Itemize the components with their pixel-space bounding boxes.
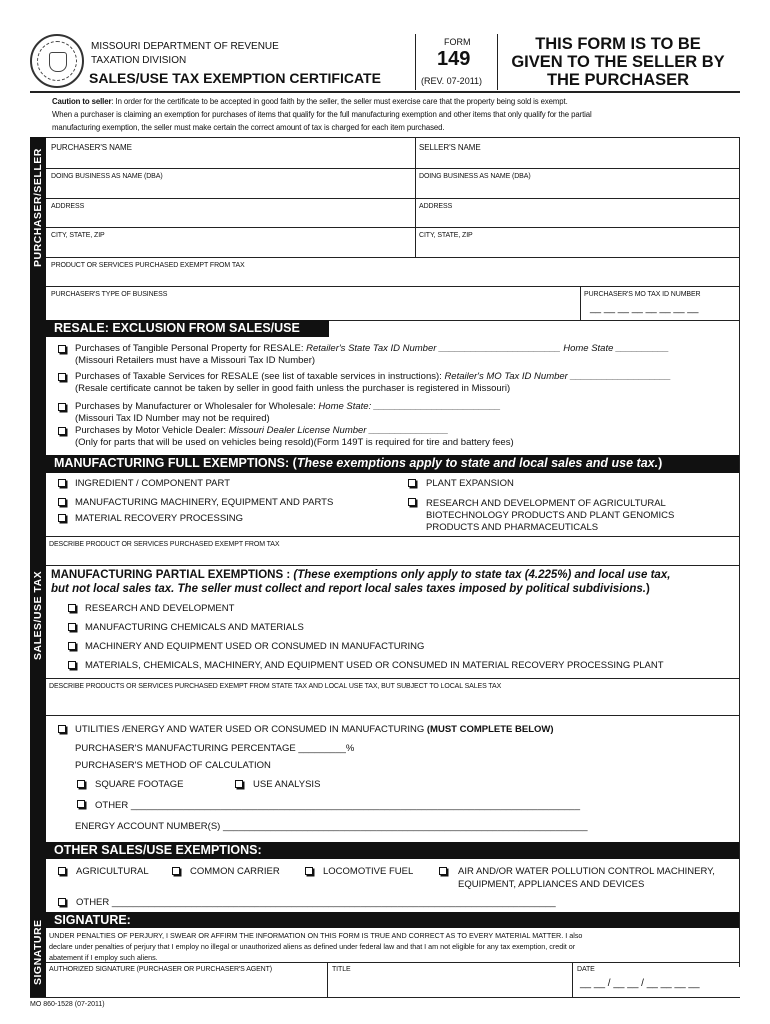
seller-dba-field[interactable]: DOING BUSINESS AS NAME (DBA) bbox=[419, 173, 531, 180]
perjury-text-3: abatement if I employ such aliens. bbox=[49, 953, 158, 962]
mfg-machinery-checkbox[interactable] bbox=[58, 498, 66, 506]
form-footer-code: MO 860-1528 (07-2011) bbox=[30, 1001, 105, 1008]
use-analysis-checkbox[interactable] bbox=[235, 780, 243, 788]
caution-text-1: Caution to seller: In order for the certificate to be accepted in good faith by the seller, the seller must exercise care that the property being sold is exempt. bbox=[52, 97, 568, 106]
mfg-partial-heading-2: but not local sales tax. The seller must collect and report local sales taxes imposed by political subdivisions.) bbox=[51, 583, 650, 595]
missouri-seal-logo bbox=[30, 34, 84, 88]
product-exempt-field[interactable]: PRODUCT OR SERVICES PURCHASED EXEMPT FROM TAX bbox=[51, 262, 245, 269]
mfg-percentage-field[interactable]: PURCHASER'S MANUFACTURING PERCENTAGE _________% bbox=[75, 743, 355, 754]
locomotive-fuel-label: LOCOMOTIVE FUEL bbox=[323, 866, 414, 877]
research-agri-checkbox[interactable] bbox=[408, 498, 416, 506]
energy-account-field[interactable]: ENERGY ACCOUNT NUMBER(S) _____________________________________________________________________ bbox=[75, 821, 588, 832]
other-method-field[interactable]: OTHER _____________________________________________________________________________________ bbox=[95, 800, 580, 811]
notice-line-2: GIVEN TO THE SELLER BY bbox=[511, 53, 725, 71]
research-agri-label-3: PRODUCTS AND PHARMACEUTICALS bbox=[426, 522, 599, 533]
partial-chemicals-label: MANUFACTURING CHEMICALS AND MATERIALS bbox=[85, 622, 304, 633]
partial-research-checkbox[interactable] bbox=[68, 604, 76, 612]
purchaser-name-field[interactable]: PURCHASER'S NAME bbox=[51, 143, 132, 152]
locomotive-fuel-checkbox[interactable] bbox=[305, 867, 313, 875]
pollution-control-label-1: AIR AND/OR WATER POLLUTION CONTROL MACHINERY, bbox=[458, 866, 715, 877]
dept-name: MISSOURI DEPARTMENT OF REVENUE bbox=[91, 41, 279, 52]
seller-city-field[interactable]: CITY, STATE, ZIP bbox=[419, 232, 473, 239]
resale-tangible-checkbox[interactable] bbox=[58, 345, 66, 353]
ingredient-label: INGREDIENT / COMPONENT PART bbox=[75, 478, 231, 489]
partial-machinery-checkbox[interactable] bbox=[68, 642, 76, 650]
pollution-control-label-2: EQUIPMENT, APPLIANCES AND DEVICES bbox=[458, 879, 645, 890]
utilities-label: UTILITIES /ENERGY AND WATER USED OR CONSUMED IN MANUFACTURING (MUST COMPLETE BELOW) bbox=[75, 724, 554, 735]
square-footage-label: SQUARE FOOTAGE bbox=[95, 779, 184, 790]
seller-address-field[interactable]: ADDRESS bbox=[419, 203, 453, 210]
seller-name-field[interactable]: SELLER'S NAME bbox=[419, 143, 481, 152]
material-recovery-checkbox[interactable] bbox=[58, 514, 66, 522]
partial-recovery-checkbox[interactable] bbox=[68, 661, 76, 669]
signature-heading: SIGNATURE: bbox=[46, 912, 739, 928]
authorized-signature-field[interactable]: AUTHORIZED SIGNATURE (PURCHASER OR PURCHASER'S AGENT) bbox=[49, 966, 273, 973]
resale-services-label: Purchases of Taxable Services for RESALE (see list of taxable services in instructions): Retailer's MO Tax ID Number ___________________ bbox=[75, 371, 671, 382]
purchaser-address-field[interactable]: ADDRESS bbox=[51, 203, 85, 210]
partial-machinery-label: MACHINERY AND EQUIPMENT USED OR CONSUMED IN MANUFACTURING bbox=[85, 641, 425, 652]
motor-dealer-checkbox[interactable] bbox=[58, 427, 66, 435]
motor-dealer-note: (Only for parts that will be used on vehicles being resold)(Form 149T is required for tire and battery fees) bbox=[75, 437, 514, 448]
describe-exempt-field[interactable]: DESCRIBE PRODUCT OR SERVICES PURCHASED EXEMPT FROM TAX bbox=[49, 541, 280, 548]
signature-sidebar: SIGNATURE bbox=[30, 910, 46, 998]
motor-dealer-label: Purchases by Motor Vehicle Dealer: Missouri Dealer License Number _______________ bbox=[75, 425, 449, 436]
other-exemption-field[interactable]: OTHER ____________________________________________________________________________________ bbox=[76, 897, 556, 908]
partial-recovery-label: MATERIALS, CHEMICALS, MACHINERY, AND EQUIPMENT USED OR CONSUMED IN MATERIAL RECOVERY PROCESSING PLANT bbox=[85, 660, 664, 671]
mo-tax-id-blanks: __ __ __ __ __ __ __ __ bbox=[590, 303, 699, 314]
purchaser-dba-field[interactable]: DOING BUSINESS AS NAME (DBA) bbox=[51, 173, 163, 180]
other-exemptions-heading: OTHER SALES/USE EXEMPTIONS: bbox=[46, 842, 739, 859]
sales-use-tax-sidebar: SALES/USE TAX bbox=[30, 320, 46, 910]
caution-text-2: When a purchaser is claiming an exemption for purchases of items that qualify for the full manufacturing exemption and other items that only qualify for the partial bbox=[52, 110, 592, 119]
business-type-field[interactable]: PURCHASER'S TYPE OF BUSINESS bbox=[51, 291, 168, 298]
resale-tangible-note: (Missouri Retailers must have a Missouri Tax ID Number) bbox=[75, 355, 316, 366]
wholesale-label: Purchases by Manufacturer or Wholesaler for Wholesale: Home State: ________________________ bbox=[75, 401, 501, 412]
perjury-text-1: UNDER PENALTIES OF PERJURY, I SWEAR OR AFFIRM THE INFORMATION ON THIS FORM IS TRUE AND CORRECT AS TO EVERY MATERIAL MATTER. I also bbox=[49, 931, 583, 940]
caution-text-3: manufacturing exemption, the seller must make certain the correct amount of tax is charged for each item purchased. bbox=[52, 123, 445, 132]
title-field[interactable]: TITLE bbox=[332, 966, 351, 973]
mfg-machinery-label: MANUFACTURING MACHINERY, EQUIPMENT AND PARTS bbox=[75, 497, 334, 508]
agricultural-checkbox[interactable] bbox=[58, 867, 66, 875]
date-field[interactable]: DATE bbox=[577, 966, 595, 973]
form-label: FORM bbox=[444, 37, 471, 47]
mfg-full-heading: MANUFACTURING FULL EXEMPTIONS: (These exemptions apply to state and local sales and use tax.) bbox=[46, 455, 739, 473]
ingredient-checkbox[interactable] bbox=[58, 479, 66, 487]
pollution-control-checkbox[interactable] bbox=[439, 867, 447, 875]
purchaser-city-field[interactable]: CITY, STATE, ZIP bbox=[51, 232, 105, 239]
resale-tangible-label: Purchases of Tangible Personal Property for RESALE: Retailer's State Tax ID Number _______________________ Home State __________ bbox=[75, 343, 669, 354]
mfg-partial-heading-1: MANUFACTURING PARTIAL EXEMPTIONS : (These exemptions only apply to state tax (4.225%) and local use tax, bbox=[51, 569, 671, 581]
describe-partial-field[interactable]: DESCRIBE PRODUCTS OR SERVICES PURCHASED EXEMPT FROM STATE TAX AND LOCAL USE TAX, BUT SUBJECT TO LOCAL SALES TAX bbox=[49, 683, 502, 690]
agricultural-label: AGRICULTURAL bbox=[76, 866, 149, 877]
partial-research-label: RESEARCH AND DEVELOPMENT bbox=[85, 603, 235, 614]
purchaser-seller-sidebar: PURCHASER/SELLER bbox=[30, 137, 46, 320]
plant-expansion-label: PLANT EXPANSION bbox=[426, 478, 514, 489]
resale-services-note: (Resale certificate cannot be taken by seller in good faith unless the purchaser is registered in Missouri) bbox=[75, 383, 511, 394]
division-name: TAXATION DIVISION bbox=[91, 55, 187, 66]
research-agri-label-2: BIOTECHNOLOGY PRODUCTS AND PLANT GENOMICS bbox=[426, 510, 675, 521]
other-exemption-checkbox[interactable] bbox=[58, 898, 66, 906]
utilities-checkbox[interactable] bbox=[58, 725, 66, 733]
use-analysis-label: USE ANALYSIS bbox=[253, 779, 321, 790]
calc-method-label: PURCHASER'S METHOD OF CALCULATION bbox=[75, 760, 271, 771]
perjury-text-2: declare under penalties of perjury that I employ no illegal or unauthorized aliens as defined under federal law and that I am not eligible for any tax exemption, credit or bbox=[49, 942, 576, 951]
mo-tax-id-field[interactable]: PURCHASER'S MO TAX ID NUMBER bbox=[584, 291, 701, 298]
notice-line-3: THE PURCHASER bbox=[546, 71, 690, 89]
wholesale-note: (Missouri Tax ID Number may not be required) bbox=[75, 413, 270, 424]
research-agri-label-1: RESEARCH AND DEVELOPMENT OF AGRICULTURAL bbox=[426, 498, 666, 509]
other-method-checkbox[interactable] bbox=[77, 800, 85, 808]
square-footage-checkbox[interactable] bbox=[77, 780, 85, 788]
wholesale-checkbox[interactable] bbox=[58, 403, 66, 411]
form-title: SALES/USE TAX EXEMPTION CERTIFICATE bbox=[89, 70, 381, 86]
partial-chemicals-checkbox[interactable] bbox=[68, 623, 76, 631]
resale-heading: RESALE: EXCLUSION FROM SALES/USE bbox=[46, 320, 329, 337]
material-recovery-label: MATERIAL RECOVERY PROCESSING bbox=[75, 513, 244, 524]
plant-expansion-checkbox[interactable] bbox=[408, 479, 416, 487]
notice-line-1: THIS FORM IS TO BE bbox=[535, 35, 701, 53]
common-carrier-label: COMMON CARRIER bbox=[190, 866, 280, 877]
date-blanks: __ __ / __ __ / __ __ __ __ bbox=[580, 978, 700, 989]
form-number: 149 bbox=[437, 48, 471, 70]
resale-services-checkbox[interactable] bbox=[58, 373, 66, 381]
form-revision: (REV. 07-2011) bbox=[421, 76, 483, 86]
common-carrier-checkbox[interactable] bbox=[172, 867, 180, 875]
